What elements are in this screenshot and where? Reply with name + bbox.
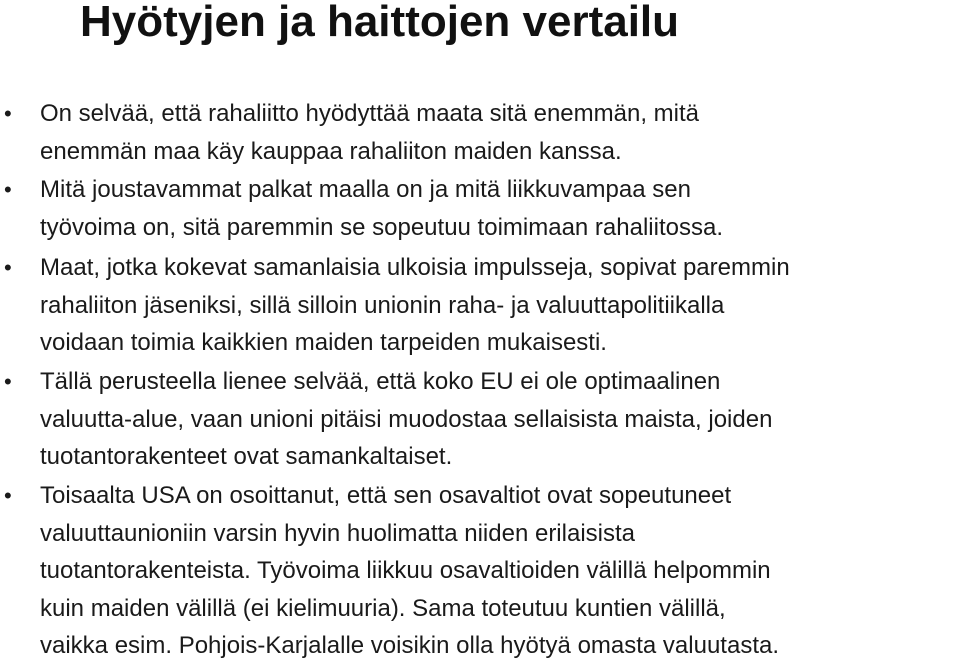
bullet-text-line: kuin maiden välillä (ei kielimuuria). Sama toteutuu kuntien välillä, [40, 594, 726, 622]
bullet-text-line: rahaliiton jäseniksi, sillä silloin unionin raha- ja valuuttapolitiikalla [40, 291, 725, 319]
bullet-text-line: enemmän maa käy kauppaa rahaliiton maiden kanssa. [40, 137, 622, 165]
bullet-text-line: vaikka esim. Pohjois-Karjalalle voisikin olla hyötyä omasta valuutasta. [40, 632, 780, 659]
bullet-text-line: Mitä joustavammat palkat maalla on ja mitä liikkuvampaa sen [40, 176, 691, 203]
bullet-dot: • [4, 101, 12, 126]
bullet-dot: • [4, 177, 12, 202]
bullet-text-line: On selvää, että rahaliitto hyödyttää maata sitä enemmän, mitä [40, 100, 700, 127]
bullet-dot: • [4, 255, 12, 280]
bullet-text-line: valuutta-alue, vaan unioni pitäisi muodostaa sellaisista maista, joiden [40, 405, 773, 433]
bullet-text-line: voidaan toimia kaikkien maiden tarpeiden mukaisesti. [40, 329, 607, 356]
bullet-text-line: Tällä perusteella lienee selvää, että koko EU ei ole optimaalinen [40, 368, 721, 395]
bullet-text-line: tuotantorakenteista. Työvoima liikkuu osavaltioiden välillä helpommin [40, 557, 771, 584]
slide-title: Hyötyjen ja haittojen vertailu [80, 0, 680, 46]
bullet-text-line: valuuttaunioniin varsin hyvin huolimatta niiden erilaisista [40, 519, 635, 547]
bullet-dot: • [4, 369, 12, 394]
bullet-text-line: tuotantorakenteet ovat samankaltaiset. [40, 443, 453, 470]
bullet-text-line: Maat, jotka kokevat samanlaisia ulkoisia impulsseja, sopivat paremmin [40, 254, 790, 281]
bullet-text-line: työvoima on, sitä paremmin se sopeutuu toimimaan rahaliitossa. [40, 213, 723, 241]
bullet-text-line: Toisaalta USA on osoittanut, että sen osavaltiot ovat sopeutuneet [40, 482, 732, 509]
bullet-dot: • [4, 483, 12, 508]
